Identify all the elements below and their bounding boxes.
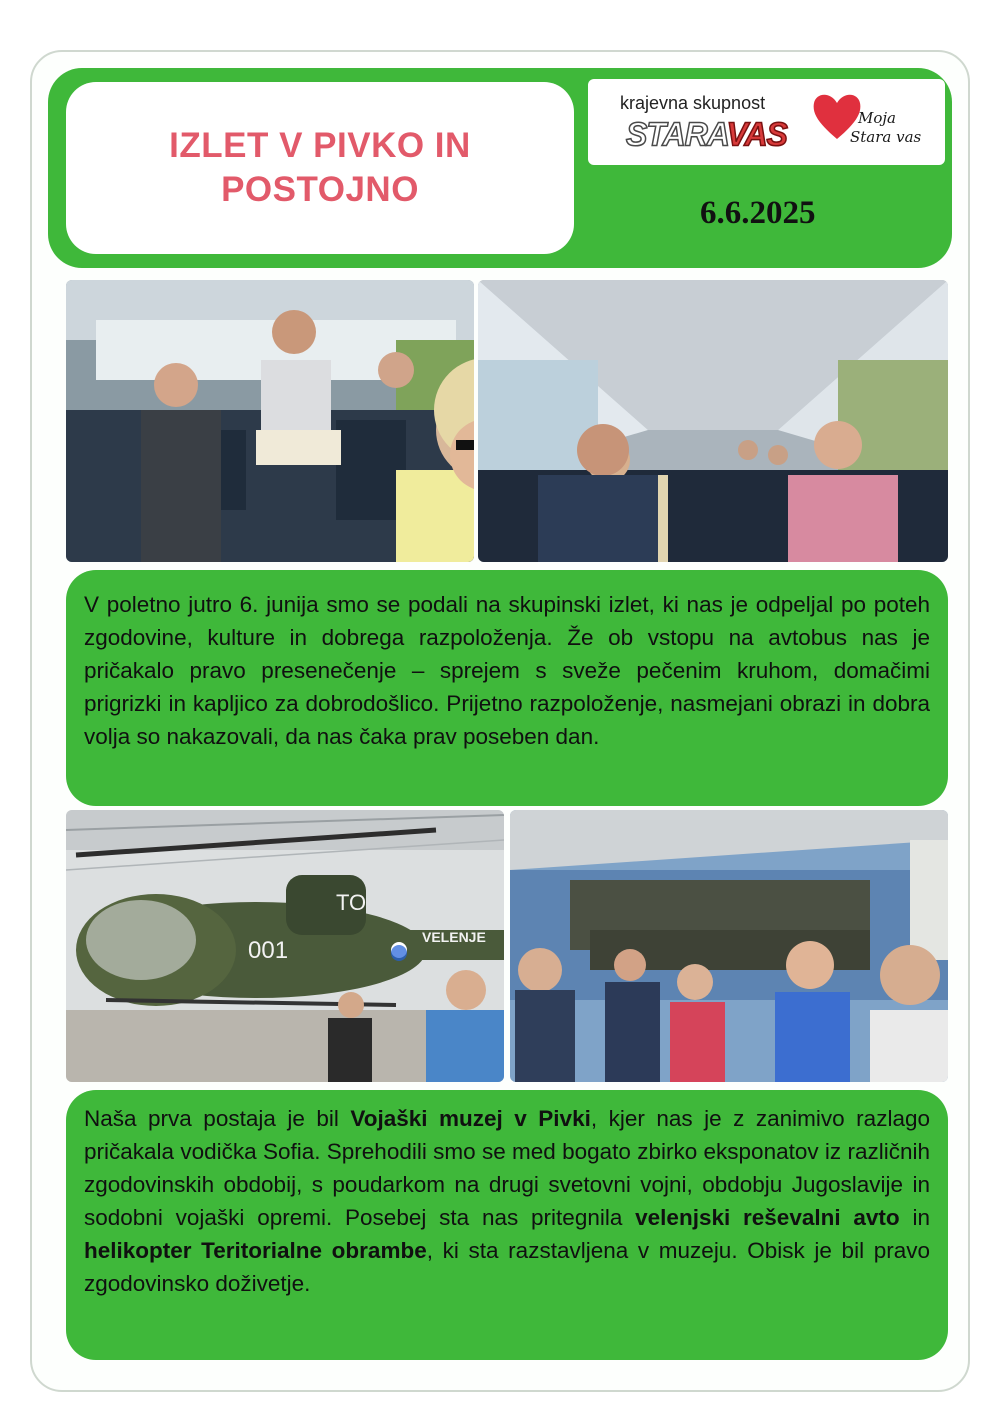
photo-icon: [478, 280, 948, 562]
museum-text-2: , kjer nas je z zanimivo razlago pričakala vodička Sofia. Sprehodili smo se med bogato zbirko eksponatov iz različnih zgodovinskih obdobij, s poudarkom na drugi svetovni vojni, obdobju Jugoslavije in sodobni vojaški opremi. Posebej sta nas pritegnila: [84, 1106, 930, 1230]
photo-icon: [66, 810, 504, 1082]
museum-bold-2: velenjski reševalni avto: [635, 1205, 900, 1230]
logo-small-text: krajevna skupnost: [620, 93, 766, 113]
title-box: [66, 82, 574, 254]
page-title-line1: IZLET V PIVKO IN: [169, 126, 471, 165]
community-logo: [588, 79, 945, 165]
museum-bold-3: helikopter Teritorialne obrambe: [84, 1238, 427, 1263]
page-title-line2: POSTOJNO: [221, 170, 419, 209]
photo-icon: [510, 810, 948, 1082]
logo-big-part1: STARA: [626, 115, 727, 153]
museum-text-1: Naša prva postaja je bil: [84, 1106, 351, 1131]
logo-script: [850, 109, 921, 147]
logo-script-line2: Stara vas: [850, 128, 922, 146]
museum-text-4: , ki sta razstavljena v muzeju. Obisk je bil pravo zgodovinsko doživetje.: [84, 1238, 930, 1296]
museum-paragraph: [84, 1102, 930, 1300]
heli-number: 001: [248, 937, 289, 964]
museum-bold-1: Vojaški muzej v Pivki: [350, 1106, 591, 1131]
photo-museum-visitors: [510, 810, 948, 1082]
event-date: 6.6.2025: [700, 195, 816, 231]
museum-text-3: in: [899, 1205, 930, 1230]
photo-museum-helicopter: [66, 810, 504, 1082]
heli-label: VELENJE: [422, 929, 486, 945]
museum-paragraph-panel: [66, 1090, 948, 1360]
intro-paragraph-panel: [66, 570, 948, 806]
photo-bus-right: [478, 280, 948, 562]
logo-script-line1: Moja: [858, 109, 896, 127]
logo-big-text: [626, 115, 787, 154]
intro-paragraph: V poletno jutro 6. junija smo se podali na skupinski izlet, ki nas je odpeljal po poteh zgodovine, kulture in dobrega razpoloženja. Že ob vstopu na avtobus nas je pričakalo pravo presenečenje – sprejem s sveže pečenim kruhom, domačimi prigrizki in kapljico za dobrodošlico. Prijetno razpoloženje, nasmejani obrazi in dobra volja so nakazovali, da nas čaka prav poseben dan.: [84, 592, 930, 749]
heli-tail: TO: [336, 890, 367, 915]
logo-big-part2: VAS: [726, 115, 787, 153]
photo-bus-left: [66, 280, 474, 562]
photo-icon: [66, 280, 474, 562]
